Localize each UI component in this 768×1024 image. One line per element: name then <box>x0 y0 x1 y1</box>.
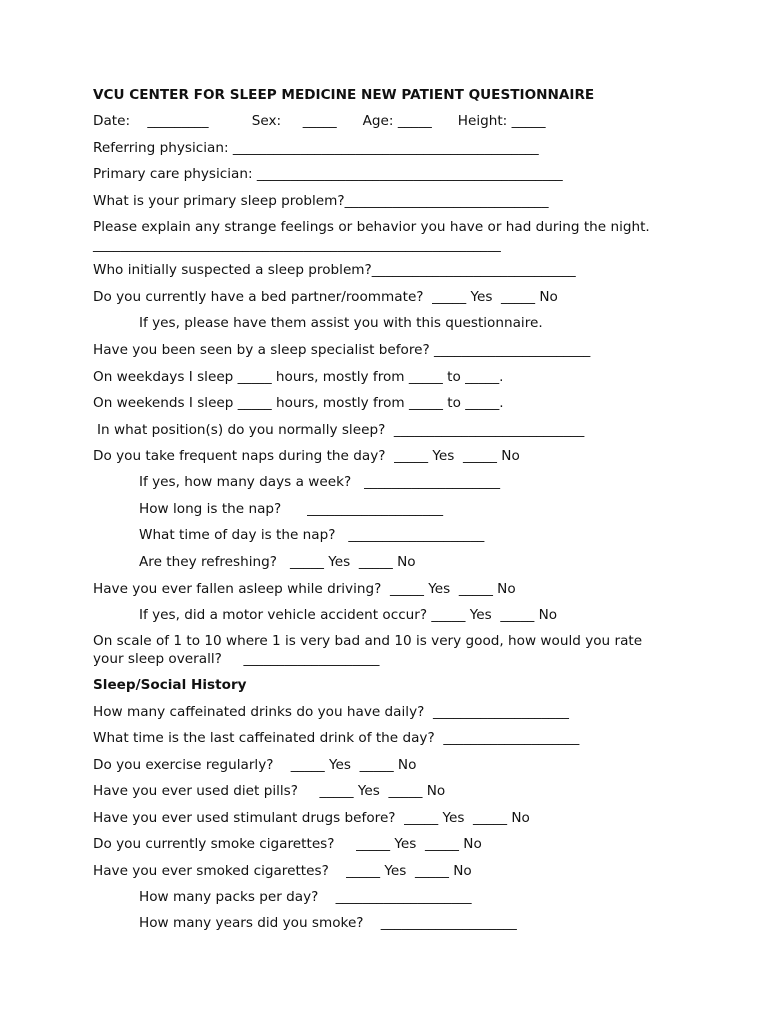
nap-length-line: How long is the nap? ____________________ <box>139 501 444 517</box>
smoke-currently-line: Do you currently smoke cigarettes? _____ Yes _____ No <box>93 836 482 852</box>
diet-pills-line: Have you ever used diet pills? _____ Yes _____ No <box>93 783 446 799</box>
form-title: VCU CENTER FOR SLEEP MEDICINE NEW PATIENT QUESTIONNAIRE <box>93 87 595 103</box>
sleep-rating-question: On scale of 1 to 10 where 1 is very bad and 10 is very good, how would you rate <box>93 633 643 649</box>
asleep-driving-line: Have you ever fallen asleep while driving? _____ Yes _____ No <box>93 581 516 597</box>
primary-care-physician-line: Primary care physician: _____________________________________________ <box>93 166 563 182</box>
weekday-sleep-line: On weekdays I sleep _____ hours, mostly from _____ to _____. <box>93 369 504 385</box>
sleep-specialist-line: Have you been seen by a sleep specialist before? _______________________ <box>93 342 591 358</box>
section-heading: Sleep/Social History <box>93 677 247 693</box>
primary-sleep-problem-line: What is your primary sleep problem?______________________________ <box>93 193 549 209</box>
date-sex-age-height-line: Date: _________ Sex: _____ Age: _____ Height: _____ <box>93 113 546 129</box>
referring-physician-line: Referring physician: _____________________________________________ <box>93 140 539 156</box>
sleep-position-line: In what position(s) do you normally sleep? ____________________________ <box>97 422 585 438</box>
sleep-rating-answer-line: your sleep overall? ____________________ <box>93 651 380 667</box>
weekend-sleep-line: On weekends I sleep _____ hours, mostly from _____ to _____. <box>93 395 504 411</box>
nap-refreshing-line: Are they refreshing? _____ Yes _____ No <box>139 554 416 570</box>
caffeine-drinks-line: How many caffeinated drinks do you have daily? ____________________ <box>93 704 569 720</box>
suspected-sleep-problem-line: Who initially suspected a sleep problem?______________________________ <box>93 262 576 278</box>
exercise-line: Do you exercise regularly? _____ Yes _____ No <box>93 757 417 773</box>
last-caffeine-line: What time is the last caffeinated drink of the day? ____________________ <box>93 730 580 746</box>
strange-feelings-answer-line: ____________________________________________________________ <box>93 237 501 253</box>
bed-partner-note: If yes, please have them assist you with this questionnaire. <box>139 315 543 331</box>
naps-line: Do you take frequent naps during the day? _____ Yes _____ No <box>93 448 520 464</box>
years-smoked-line: How many years did you smoke? ____________________ <box>139 915 517 931</box>
nap-days-line: If yes, how many days a week? ____________________ <box>139 474 501 490</box>
strange-feelings-question: Please explain any strange feelings or behavior you have or had during the night. <box>93 219 650 235</box>
nap-time-line: What time of day is the nap? ____________________ <box>139 527 485 543</box>
smoked-ever-line: Have you ever smoked cigarettes? _____ Yes _____ No <box>93 863 472 879</box>
packs-per-day-line: How many packs per day? ____________________ <box>139 889 472 905</box>
bed-partner-line: Do you currently have a bed partner/roommate? _____ Yes _____ No <box>93 289 558 305</box>
vehicle-accident-line: If yes, did a motor vehicle accident occur? _____ Yes _____ No <box>139 607 558 623</box>
stimulant-drugs-line: Have you ever used stimulant drugs before? _____ Yes _____ No <box>93 810 530 826</box>
